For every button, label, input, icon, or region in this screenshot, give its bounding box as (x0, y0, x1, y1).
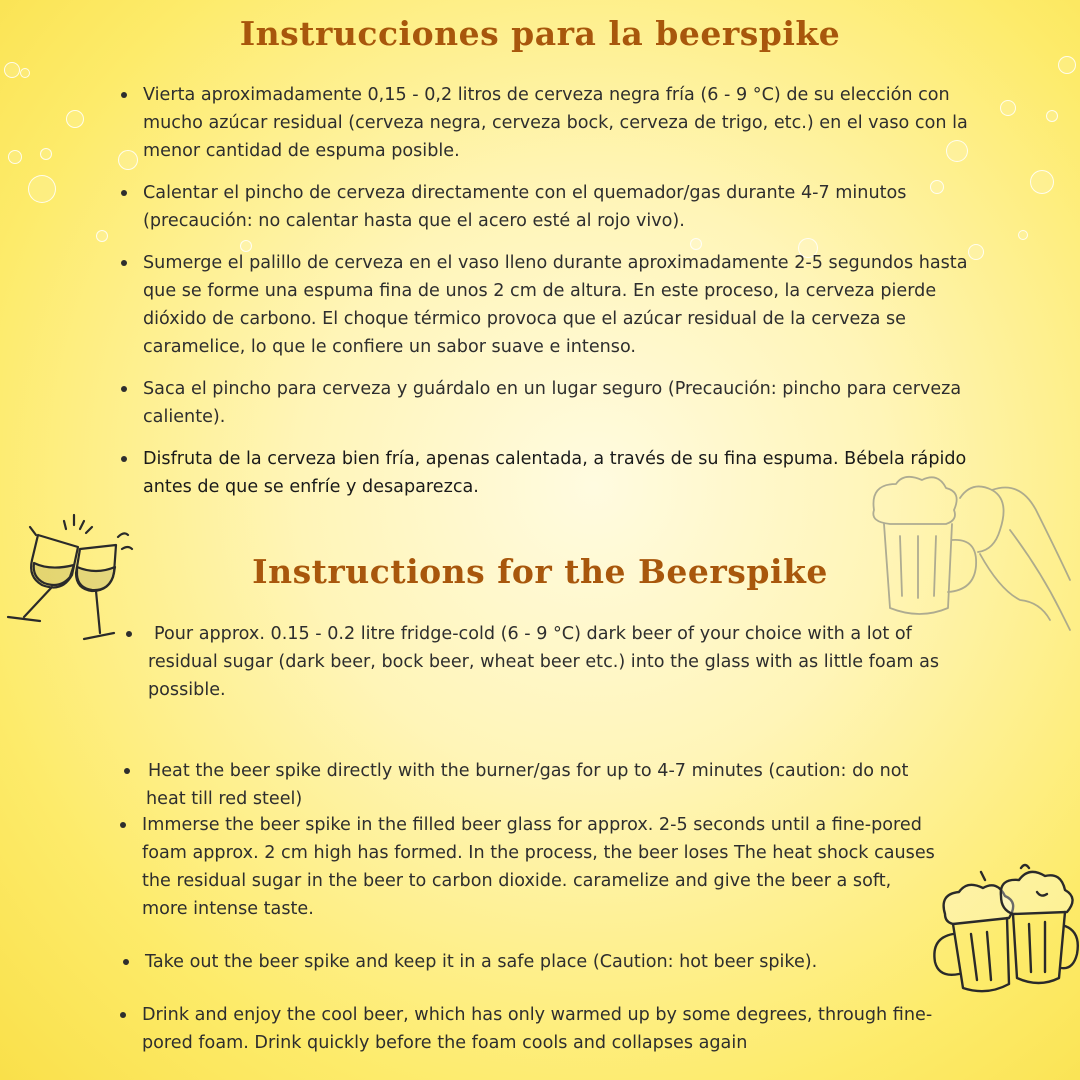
spanish-title: Instrucciones para la beerspike (239, 14, 841, 53)
english-step-5: Drink and enjoy the cool beer, which has only warmed up by some degrees, through fine-pored foam. Drink quickly before the foam cools and collapses again (142, 1001, 962, 1057)
beer-mugs-cheers-icon (925, 862, 1080, 1012)
english-step-3: Immerse the beer spike in the filled beer glass for approx. 2-5 seconds until a fine-pored foam approx. 2 cm high has formed. In the process, the beer loses The heat shock causes the residual sugar in the beer to carbon dioxide. caramelize and give the beer a soft, more intense taste. (142, 811, 942, 923)
english-step-1: Pour approx. 0.15 - 0.2 litre fridge-cold (6 - 9 °C) dark beer of your choice with a lot of residual sugar (dark beer, bock beer, wheat beer etc.) into the glass with as little foam as possible. (148, 620, 978, 704)
english-step-4: Take out the beer spike and keep it in a safe place (Caution: hot beer spike). (145, 948, 945, 976)
spanish-step-2: Calentar el pincho de cerveza directamente con el quemador/gas durante 4-7 minutos (precaución: no calentar hasta que el acero esté al rojo vivo). (143, 179, 993, 235)
spanish-step-5: Disfruta de la cerveza bien fría, apenas calentada, a través de su fina espuma. Bébela rápido antes de que se enfríe y desaparezca. (143, 445, 993, 501)
spanish-step-1: Vierta aproximadamente 0,15 - 0,2 litros de cerveza negra fría (6 - 9 °C) de su elección con mucho azúcar residual (cerveza negra, cerveza bock, cerveza de trigo, etc.) en el vaso con la menor cantidad de espuma posible. (143, 81, 993, 165)
spanish-step-4: Saca el pincho para cerveza y guárdalo en un lugar seguro (Precaución: pincho para cerveza caliente). (143, 375, 993, 431)
english-step-2: Heat the beer spike directly with the burner/gas for up to 4-7 minutes (caution: do not heat till red steel) (146, 757, 946, 813)
spanish-instructions-list (143, 81, 993, 515)
english-title: Instructions for the Beerspike (252, 552, 828, 591)
spanish-step-3: Sumerge el palillo de cerveza en el vaso lleno durante aproximadamente 2-5 segundos hasta que se forme una espuma fina de unos 2 cm de altura. En este proceso, la cerveza pierde dióxido de carbono. El choque térmico provoca que el azúcar residual de la cerveza se caramelice, lo que le confiere un sabor suave e intenso. (143, 249, 993, 361)
